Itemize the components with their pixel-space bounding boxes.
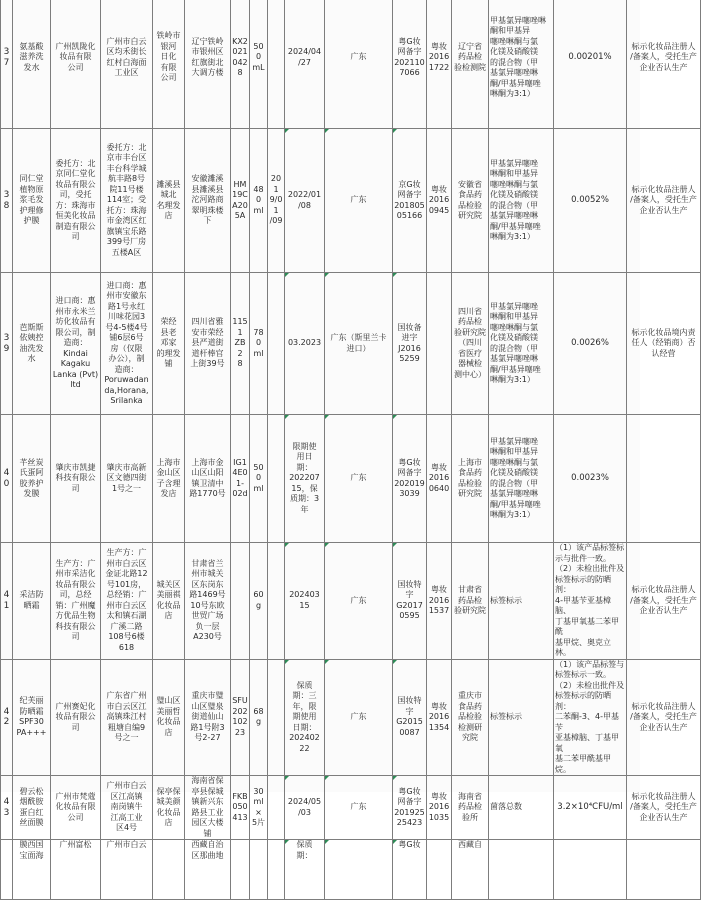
testing-institution: 辽宁省 药品检 验检测院 bbox=[452, 0, 489, 129]
testing-institution: 上海市 食品药 品检验 研究院 bbox=[452, 415, 489, 543]
test-result: 3.2×10⁴CFU/ml bbox=[554, 776, 627, 840]
applicant-address: 肇庆市高新 区文德四街 1号之一 bbox=[101, 415, 153, 543]
origin bbox=[325, 840, 393, 900]
sampled-unit-address: 上海市金 山区山阳 镇卫清中 路1770号 bbox=[185, 415, 231, 543]
testing-institution: 安徽省 食品药 品检验 研究院 bbox=[452, 129, 489, 273]
batch-number: FKB 050 413 bbox=[231, 776, 250, 840]
product-name: 纪芙丽 防晒霜 SPF30 PA+++ bbox=[13, 659, 51, 776]
table-row bbox=[1, 273, 701, 415]
row-number: 37 bbox=[1, 0, 13, 129]
report-number: 粤妆 2016 0640 bbox=[427, 415, 452, 543]
sampled-unit: 上海市 金山区 子含理 发店 bbox=[153, 415, 185, 543]
batch-number: IG1 4E0 1- 02d bbox=[231, 415, 250, 543]
applicant: 广州市梵蔻 化妆品有限 公司 bbox=[51, 776, 101, 840]
applicant-address: 生产方：广 州市白云区 金证北路12 号101房， 总经销：广 州市白云区 太和镇石湖 广溪二路 108号6楼 618 bbox=[101, 543, 153, 660]
table-row bbox=[1, 776, 701, 840]
expiry-date: 2024/05 /03 bbox=[285, 776, 325, 840]
sampled-unit-address: 西藏自治 区那曲地 bbox=[185, 840, 231, 900]
test-items: 标签标示 bbox=[489, 543, 554, 660]
specification: 60g bbox=[250, 543, 268, 660]
sampled-unit bbox=[153, 840, 185, 900]
applicant: 广州凯陇化 妆品有限 公司 bbox=[51, 0, 101, 129]
table-row bbox=[1, 415, 701, 543]
testing-institution: 西藏自 bbox=[452, 840, 489, 900]
row-number bbox=[1, 840, 13, 900]
origin: 广东 bbox=[325, 659, 393, 776]
applicant-address: 进口商：惠 州市安徽东 路1号永红 川味花园3 号4-5楼4号 铺6层6号 房（仅限 办公），制 造商： Poruwadan da,Horana, Srilanka bbox=[101, 273, 153, 415]
origin: 广东 bbox=[325, 415, 393, 543]
production-date bbox=[268, 415, 285, 543]
production-date bbox=[268, 659, 285, 776]
table-row bbox=[1, 543, 701, 660]
batch-number: KX2 021 042 8 bbox=[231, 0, 250, 129]
specification: 500 ml bbox=[250, 415, 268, 543]
product-name: 芭斯斯 依姨控 油洗发 水 bbox=[13, 273, 51, 415]
table-row bbox=[1, 840, 701, 900]
license-number: 国妆备 进字 J2016 5259 bbox=[393, 273, 427, 415]
batch-number: SFU 202 102 23 bbox=[231, 659, 250, 776]
license-number: 国妆特 字 G2017 0595 bbox=[393, 543, 427, 660]
sampled-unit: 荣经 县老 邓家 的理发 铺 bbox=[153, 273, 185, 415]
testing-institution: 重庆市 食品药 品检验 检测研 究院 bbox=[452, 659, 489, 776]
report-number: 粤妆 2016 0945 bbox=[427, 129, 452, 273]
sampled-unit: 城关区 美丽祺 化妆品 店 bbox=[153, 543, 185, 660]
sampled-unit-address: 辽宁铁岭 市银州区 红旗街北 大调方楼 bbox=[185, 0, 231, 129]
applicant: 委托方：北 京同仁堂化 妆品有限公 司，受托 方：珠海市 恒美化妆品 制造有限公 司 bbox=[51, 129, 101, 273]
expiry-date: 2024/04 /27 bbox=[285, 0, 325, 129]
origin: 广东（斯里兰卡 进口） bbox=[325, 273, 393, 415]
sampled-unit: 璧山区 美丽哲 化妆品 店 bbox=[153, 659, 185, 776]
testing-institution: 海南省 药品检 验所 bbox=[452, 776, 489, 840]
test-result bbox=[554, 840, 627, 900]
expiry-date: 保质 期：三 年，限 期使用 日期： 202402 22 bbox=[285, 659, 325, 776]
license-number: 粤G妆 网备字 201925 25423 bbox=[393, 776, 427, 840]
expiry-date: 保质 期： bbox=[285, 840, 325, 900]
specification: 480 ml bbox=[250, 129, 268, 273]
test-result: （1）该产品标签与 标签标示一致。 （2）未检出批件及 标签标示的防晒剂： 二苯酮-3、4-甲基苄 亚基樟脑、丁基甲氧 基二苯甲酰基甲烷。 bbox=[554, 659, 627, 776]
sampled-unit: 濉溪县 城北 名理发 店 bbox=[153, 129, 185, 273]
applicant-address: 广东省广州 市白云区江 高镇珠江村 粗塘自编9 号之一 bbox=[101, 659, 153, 776]
test-items: 甲基氯异噻唑 啉酮和甲基异 噻唑啉酮与氯 化镁及硝酸镁 的混合物（甲 基氯异噻唑啉 酮/甲基异噻唑 啉酮为3:1） bbox=[489, 273, 554, 415]
test-result: （1）该产品标签标 示与批件一致。 （2）未检出批件及 标签标示的防晒剂： 4-甲基苄亚基樟脑、 丁基甲氧基二苯甲酰 基甲烷、奥克立林。 bbox=[554, 543, 627, 660]
sampled-unit: 保亭保 城美颜 化妆品 店 bbox=[153, 776, 185, 840]
report-number: 粤妆 2016 1722 bbox=[427, 0, 452, 129]
test-items: 标签标示 bbox=[489, 659, 554, 776]
sampled-unit-address: 安徽濉溪 县濉溪县 沱河路商 翠明珠楼 下 bbox=[185, 129, 231, 273]
expiry-date: 03.2023 bbox=[285, 273, 325, 415]
expiry-date: 2022/01 /08 bbox=[285, 129, 325, 273]
batch-number bbox=[231, 840, 250, 900]
product-name: 同仁堂 植物原 浆毛发 护理修 护膜 bbox=[13, 129, 51, 273]
test-items: 甲基氯异噻唑啉 酮和甲基异 噻唑啉酮与氯 化镁及硝酸镁 的混合物（甲 基氯异噻唑啉 酮/甲基异噻唑 啉酮为3:1） bbox=[489, 0, 554, 129]
batch-number bbox=[231, 543, 250, 660]
test-items: 甲基氯异噻唑 啉酮和甲基异 噻唑啉酮与氯 化镁及硝酸镁 的混合物（甲 基氯异噻唑啉 酮/甲基异噻唑 啉酮为3:1） bbox=[489, 415, 554, 543]
license-number: 粤G妆 网备字 202110 7066 bbox=[393, 0, 427, 129]
remarks bbox=[627, 415, 701, 543]
applicant-address: 广州市白云 区江高镇 南岗镇牛 江高工业 区4号 bbox=[101, 776, 153, 840]
product-name: 氨基酸 滋养洗 发水 bbox=[13, 0, 51, 129]
row-number: 43 bbox=[1, 776, 13, 840]
applicant-address: 广州市白云 区均禾街长 红村白海面 工业区 bbox=[101, 0, 153, 129]
remarks: 标示化妆品注册人 /备案人，受托生产 企业否认生产 bbox=[627, 129, 701, 273]
applicant: 进口商：惠 州市永米兰 坊化妆品有 限公司，制 造商： Kindai Kagaku Lanka (Pvt) ltd bbox=[51, 273, 101, 415]
remarks: 标示化妆品境内责 任人（经销商）否 认经营 bbox=[627, 273, 701, 415]
expiry-date: 202403 15 bbox=[285, 543, 325, 660]
report-number bbox=[427, 273, 452, 415]
production-date bbox=[268, 776, 285, 840]
remarks bbox=[627, 840, 701, 900]
sampled-unit-address: 甘肃省兰 州市城关 区东岗东 路1469号 10号东欧 世贸广场 负一层 A230号 bbox=[185, 543, 231, 660]
license-number: 粤G妆 bbox=[393, 840, 427, 900]
table-row bbox=[1, 659, 701, 776]
applicant: 广州赛妃化 妆品有限公 司 bbox=[51, 659, 101, 776]
product-name: 芊丝炭 氏蛋阿 胶养护 发膜 bbox=[13, 415, 51, 543]
specification: 30 ml× 5片 bbox=[250, 776, 268, 840]
test-result: 0.0023% bbox=[554, 415, 627, 543]
specification: 68g bbox=[250, 659, 268, 776]
product-name: 采洁防 晒霜 bbox=[13, 543, 51, 660]
applicant-address: 委托方：北 京市丰台区 丰台科学城 航丰路8号 院11号楼 114室；受 托方：珠海 市金湾区红 旗镇宝乐路 399号厂房 五楼A区 bbox=[101, 129, 153, 273]
sampled-unit: 铁岭市 银河 日化 有限 公司 bbox=[153, 0, 185, 129]
remarks: 标示化妆品注册人 /备案人，受托生产 企业否认生产 bbox=[627, 0, 701, 129]
product-name: 膜西国 宝面海 bbox=[13, 840, 51, 900]
production-date: 201 9/01 /09 bbox=[268, 129, 285, 273]
remarks: 标示化妆品注册人 /备案人，受托生产 企业否认生产 bbox=[627, 659, 701, 776]
testing-institution: 甘肃省 药品检 验研究院 bbox=[452, 543, 489, 660]
expiry-date: 限期使 用日 期： 202207 15，保 质期：3 年 bbox=[285, 415, 325, 543]
testing-institution: 四川省 药品检 验研究院 （四川 省医疗 器械检 测中心） bbox=[452, 273, 489, 415]
row-number: 40 bbox=[1, 415, 13, 543]
applicant: 广州富松 bbox=[51, 840, 101, 900]
row-number: 41 bbox=[1, 543, 13, 660]
test-result: 0.0026% bbox=[554, 273, 627, 415]
test-items: 菌落总数 bbox=[489, 776, 554, 840]
report-number: 粤妆 2016 1537 bbox=[427, 543, 452, 660]
origin: 广东 bbox=[325, 543, 393, 660]
origin: 广东 bbox=[325, 776, 393, 840]
test-result: 0.00201% bbox=[554, 0, 627, 129]
sampled-unit-address: 四川省雅 安市荣经 县严道街 道杆棒官 上街39号 bbox=[185, 273, 231, 415]
production-date bbox=[268, 543, 285, 660]
batch-number: HM 19C A20 5A bbox=[231, 129, 250, 273]
product-name: 碧云松 烟酰胺 蛋白红 丝面膜 bbox=[13, 776, 51, 840]
table-row bbox=[1, 129, 701, 273]
report-number: 粤妆 2016 1035 bbox=[427, 776, 452, 840]
applicant: 肇庆市凯捷 科技有限公 司 bbox=[51, 415, 101, 543]
origin: 广东 bbox=[325, 0, 393, 129]
row-number: 42 bbox=[1, 659, 13, 776]
production-date bbox=[268, 0, 285, 129]
production-date bbox=[268, 273, 285, 415]
table-body bbox=[1, 0, 701, 900]
license-number: 京G妆 网备字 201805 05166 bbox=[393, 129, 427, 273]
license-number: 国妆特 字 G2015 0087 bbox=[393, 659, 427, 776]
test-result: 0.0052% bbox=[554, 129, 627, 273]
row-number: 39 bbox=[1, 273, 13, 415]
sampled-unit-address: 重庆市璧 山区璧泉 街道仙山 路1号附3 号2-27 bbox=[185, 659, 231, 776]
remarks: 标示化妆品注册人 /备案人，受托生产 企业否认生产 bbox=[627, 776, 701, 840]
report-number bbox=[427, 840, 452, 900]
remarks: 标示化妆品注册人 /备案人，受托生产 企业否认生产 bbox=[627, 543, 701, 660]
applicant-address: 广州市白云 bbox=[101, 840, 153, 900]
license-number: 粤G妆 网备字 202019 3039 bbox=[393, 415, 427, 543]
origin: 广东 bbox=[325, 129, 393, 273]
row-number: 38 bbox=[1, 129, 13, 273]
report-number: 粤妆 2016 1354 bbox=[427, 659, 452, 776]
batch-number: 115 1 ZB2 8 bbox=[231, 273, 250, 415]
specification: 500 mL bbox=[250, 0, 268, 129]
test-items bbox=[489, 840, 554, 900]
specification: 780 ml bbox=[250, 273, 268, 415]
specification bbox=[250, 840, 268, 900]
test-items: 甲基氯异噻唑 啉酮和甲基异 噻唑啉酮与氯 化镁及硝酸镁 的混合物（甲 基氯异噻唑啉 酮/甲基异噻唑 啉酮为3:1） bbox=[489, 129, 554, 273]
sampled-unit-address: 海南省保 亭县保城 镇新兴东 路县工业 园区大楼 铺 bbox=[185, 776, 231, 840]
table-row bbox=[1, 0, 701, 129]
applicant: 生产方：广 州市采洁化 妆品有限公 司，总经 销：广州魔 方优品生物 科技有限公 司 bbox=[51, 543, 101, 660]
production-date bbox=[268, 840, 285, 900]
